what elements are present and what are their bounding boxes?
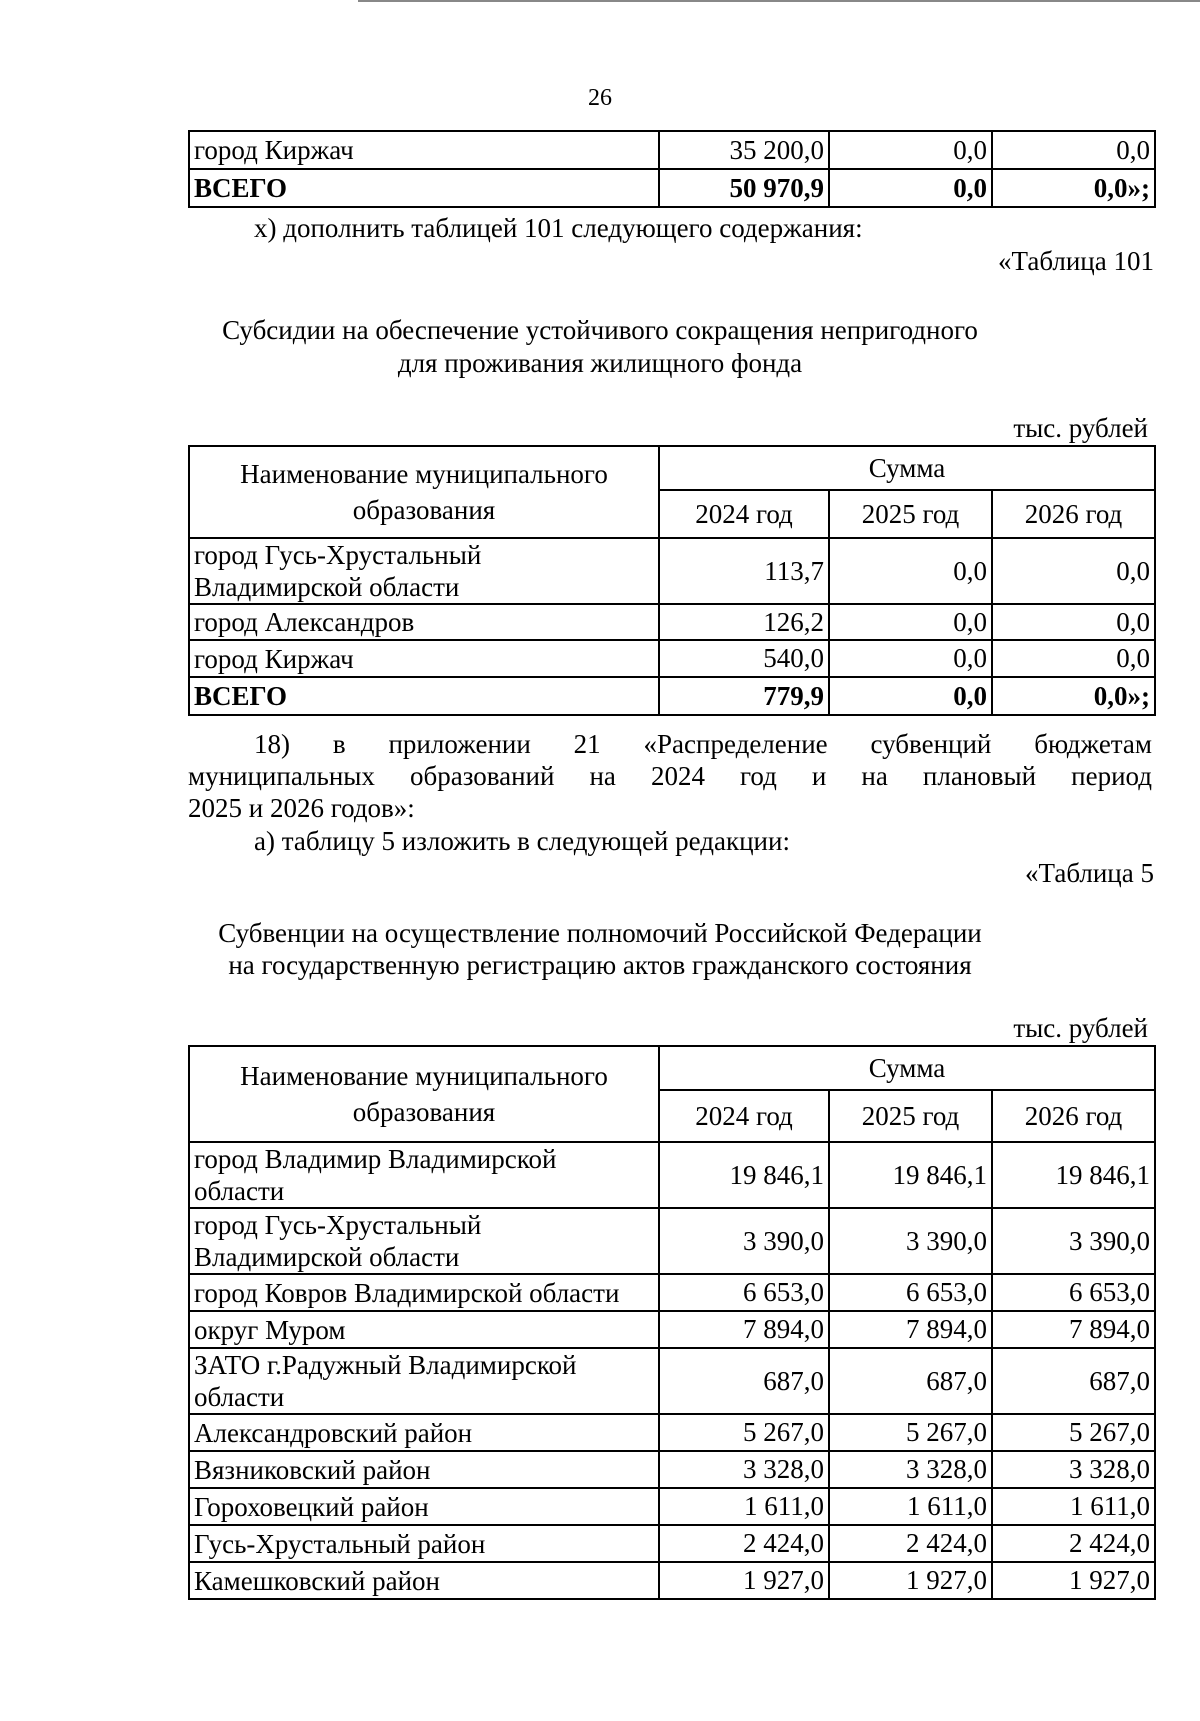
row-name: Камешковский район bbox=[189, 1562, 659, 1599]
value-2026: 0,0 bbox=[992, 538, 1155, 604]
row-name: Александровский район bbox=[189, 1414, 659, 1451]
value-2025: 0,0 bbox=[829, 538, 992, 604]
row-name: город Киржач bbox=[189, 131, 659, 169]
table-row bbox=[189, 1348, 1155, 1414]
value-2026: 1 611,0 bbox=[992, 1488, 1155, 1525]
total-label: ВСЕГО bbox=[189, 169, 659, 207]
row-name-line1: город Гусь-Хрустальный bbox=[194, 540, 482, 570]
header-year-2025: 2025 год bbox=[829, 490, 992, 538]
table-row bbox=[189, 538, 1155, 604]
value-2024: 1 927,0 bbox=[659, 1562, 829, 1599]
value-2025: 1 927,0 bbox=[829, 1562, 992, 1599]
header-row bbox=[189, 446, 1155, 490]
value-2024: 19 846,1 bbox=[659, 1142, 829, 1208]
row-name-line2: Владимирской области bbox=[194, 572, 460, 602]
value-2025: 5 267,0 bbox=[829, 1414, 992, 1451]
value-2024: 7 894,0 bbox=[659, 1311, 829, 1348]
row-name-line1: ЗАТО г.Радужный Владимирской bbox=[194, 1350, 577, 1380]
row-name-line1: город Гусь-Хрустальный bbox=[194, 1210, 482, 1240]
item-18-line2: муниципальных образований на 2024 год и на плановый период bbox=[188, 761, 1152, 791]
value-2025: 687,0 bbox=[829, 1348, 992, 1414]
value-2024: 126,2 bbox=[659, 604, 829, 640]
table-row bbox=[189, 1562, 1155, 1599]
header-name-line2: образования bbox=[352, 495, 496, 525]
row-name bbox=[189, 1208, 659, 1274]
scan-edge-line bbox=[358, 0, 1200, 2]
row-name bbox=[189, 1142, 659, 1208]
value-2024: 540,0 bbox=[659, 640, 829, 677]
table101-title-line2: для проживания жилищного фонда bbox=[397, 348, 803, 378]
total-2024: 50 970,9 bbox=[659, 169, 829, 207]
table-row bbox=[189, 1274, 1155, 1311]
table-row bbox=[189, 1525, 1155, 1562]
header-name-cell bbox=[189, 446, 659, 538]
value-2026: 0,0 bbox=[992, 604, 1155, 640]
total-label: ВСЕГО bbox=[189, 677, 659, 715]
value-2025: 2 424,0 bbox=[829, 1525, 992, 1562]
table-row bbox=[189, 640, 1155, 677]
value-2025: 7 894,0 bbox=[829, 1311, 992, 1348]
table-5 bbox=[188, 1045, 1156, 1600]
table-row bbox=[189, 1208, 1155, 1274]
row-name bbox=[189, 1348, 659, 1414]
prev-table bbox=[188, 130, 1156, 208]
row-name-line1: город Владимир Владимирской bbox=[194, 1144, 557, 1174]
table-row bbox=[189, 604, 1155, 640]
value-2025: 6 653,0 bbox=[829, 1274, 992, 1311]
row-name-line2: области bbox=[194, 1382, 285, 1412]
value-2026: 0,0 bbox=[992, 640, 1155, 677]
header-year-2024: 2024 год bbox=[659, 1090, 829, 1142]
table5-title-line2: на государственную регистрацию актов гражданского состояния bbox=[228, 950, 972, 980]
table101-units: тыс. рублей bbox=[1013, 413, 1148, 443]
value-2024: 1 611,0 bbox=[659, 1488, 829, 1525]
header-sum: Сумма bbox=[659, 446, 1155, 490]
header-name-line1: Наименование муниципального bbox=[240, 1061, 608, 1091]
value-2024: 6 653,0 bbox=[659, 1274, 829, 1311]
item-18-line3: 2025 и 2026 годов»: bbox=[188, 793, 415, 823]
row-name: город Киржач bbox=[189, 640, 659, 677]
table-row bbox=[189, 131, 1155, 169]
total-row bbox=[189, 169, 1155, 207]
table5-title-line1: Субвенции на осуществление полномочий Российской Федерации bbox=[218, 918, 982, 948]
header-year-2026: 2026 год bbox=[992, 1090, 1155, 1142]
value-2026: 0,0 bbox=[992, 131, 1155, 169]
table101-title-line1: Субсидии на обеспечение устойчивого сокращения непригодного bbox=[222, 315, 978, 345]
item-x-text: х) дополнить таблицей 101 следующего содержания: bbox=[254, 213, 863, 243]
row-name: Гороховецкий район bbox=[189, 1488, 659, 1525]
table101-label: «Таблица 101 bbox=[998, 246, 1154, 276]
header-year-2024: 2024 год bbox=[659, 490, 829, 538]
total-2024: 779,9 bbox=[659, 677, 829, 715]
table-row bbox=[189, 1451, 1155, 1488]
value-2025: 1 611,0 bbox=[829, 1488, 992, 1525]
table5-label: «Таблица 5 bbox=[1025, 858, 1154, 888]
value-2026: 2 424,0 bbox=[992, 1525, 1155, 1562]
table-101 bbox=[188, 445, 1156, 716]
value-2026: 6 653,0 bbox=[992, 1274, 1155, 1311]
total-2026: 0,0»; bbox=[992, 169, 1155, 207]
table-row bbox=[189, 1414, 1155, 1451]
row-name: город Александров bbox=[189, 604, 659, 640]
value-2024: 35 200,0 bbox=[659, 131, 829, 169]
value-2026: 687,0 bbox=[992, 1348, 1155, 1414]
header-name-cell bbox=[189, 1046, 659, 1142]
page-number: 26 bbox=[588, 85, 612, 111]
table-row bbox=[189, 1488, 1155, 1525]
value-2024: 3 390,0 bbox=[659, 1208, 829, 1274]
value-2024: 5 267,0 bbox=[659, 1414, 829, 1451]
header-year-2026: 2026 год bbox=[992, 490, 1155, 538]
table-row bbox=[189, 1142, 1155, 1208]
value-2026: 1 927,0 bbox=[992, 1562, 1155, 1599]
value-2025: 0,0 bbox=[829, 640, 992, 677]
total-row bbox=[189, 677, 1155, 715]
header-name-line2: образования bbox=[352, 1097, 496, 1127]
row-name bbox=[189, 538, 659, 604]
row-name: Гусь-Хрустальный район bbox=[189, 1525, 659, 1562]
table5-units: тыс. рублей bbox=[1013, 1013, 1148, 1043]
value-2025: 3 328,0 bbox=[829, 1451, 992, 1488]
row-name-line2: области bbox=[194, 1176, 285, 1206]
header-sum: Сумма bbox=[659, 1046, 1155, 1090]
value-2026: 3 328,0 bbox=[992, 1451, 1155, 1488]
header-name-line1: Наименование муниципального bbox=[240, 459, 608, 489]
value-2026: 7 894,0 bbox=[992, 1311, 1155, 1348]
header-year-2025: 2025 год bbox=[829, 1090, 992, 1142]
value-2024: 687,0 bbox=[659, 1348, 829, 1414]
total-2025: 0,0 bbox=[829, 677, 992, 715]
value-2024: 113,7 bbox=[659, 538, 829, 604]
item-18-line1: 18) в приложении 21 «Распределение субвенций бюджетам bbox=[254, 729, 1152, 759]
value-2024: 2 424,0 bbox=[659, 1525, 829, 1562]
row-name: округ Муром bbox=[189, 1311, 659, 1348]
value-2025: 0,0 bbox=[829, 131, 992, 169]
total-2026: 0,0»; bbox=[992, 677, 1155, 715]
row-name-line2: Владимирской области bbox=[194, 1242, 460, 1272]
value-2025: 19 846,1 bbox=[829, 1142, 992, 1208]
value-2025: 0,0 bbox=[829, 604, 992, 640]
row-name: город Ковров Владимирской области bbox=[189, 1274, 659, 1311]
header-row bbox=[189, 1046, 1155, 1090]
value-2024: 3 328,0 bbox=[659, 1451, 829, 1488]
table-row bbox=[189, 1311, 1155, 1348]
value-2025: 3 390,0 bbox=[829, 1208, 992, 1274]
value-2026: 19 846,1 bbox=[992, 1142, 1155, 1208]
value-2026: 3 390,0 bbox=[992, 1208, 1155, 1274]
value-2026: 5 267,0 bbox=[992, 1414, 1155, 1451]
item-a-text: а) таблицу 5 изложить в следующей редакции: bbox=[254, 826, 790, 856]
total-2025: 0,0 bbox=[829, 169, 992, 207]
row-name: Вязниковский район bbox=[189, 1451, 659, 1488]
